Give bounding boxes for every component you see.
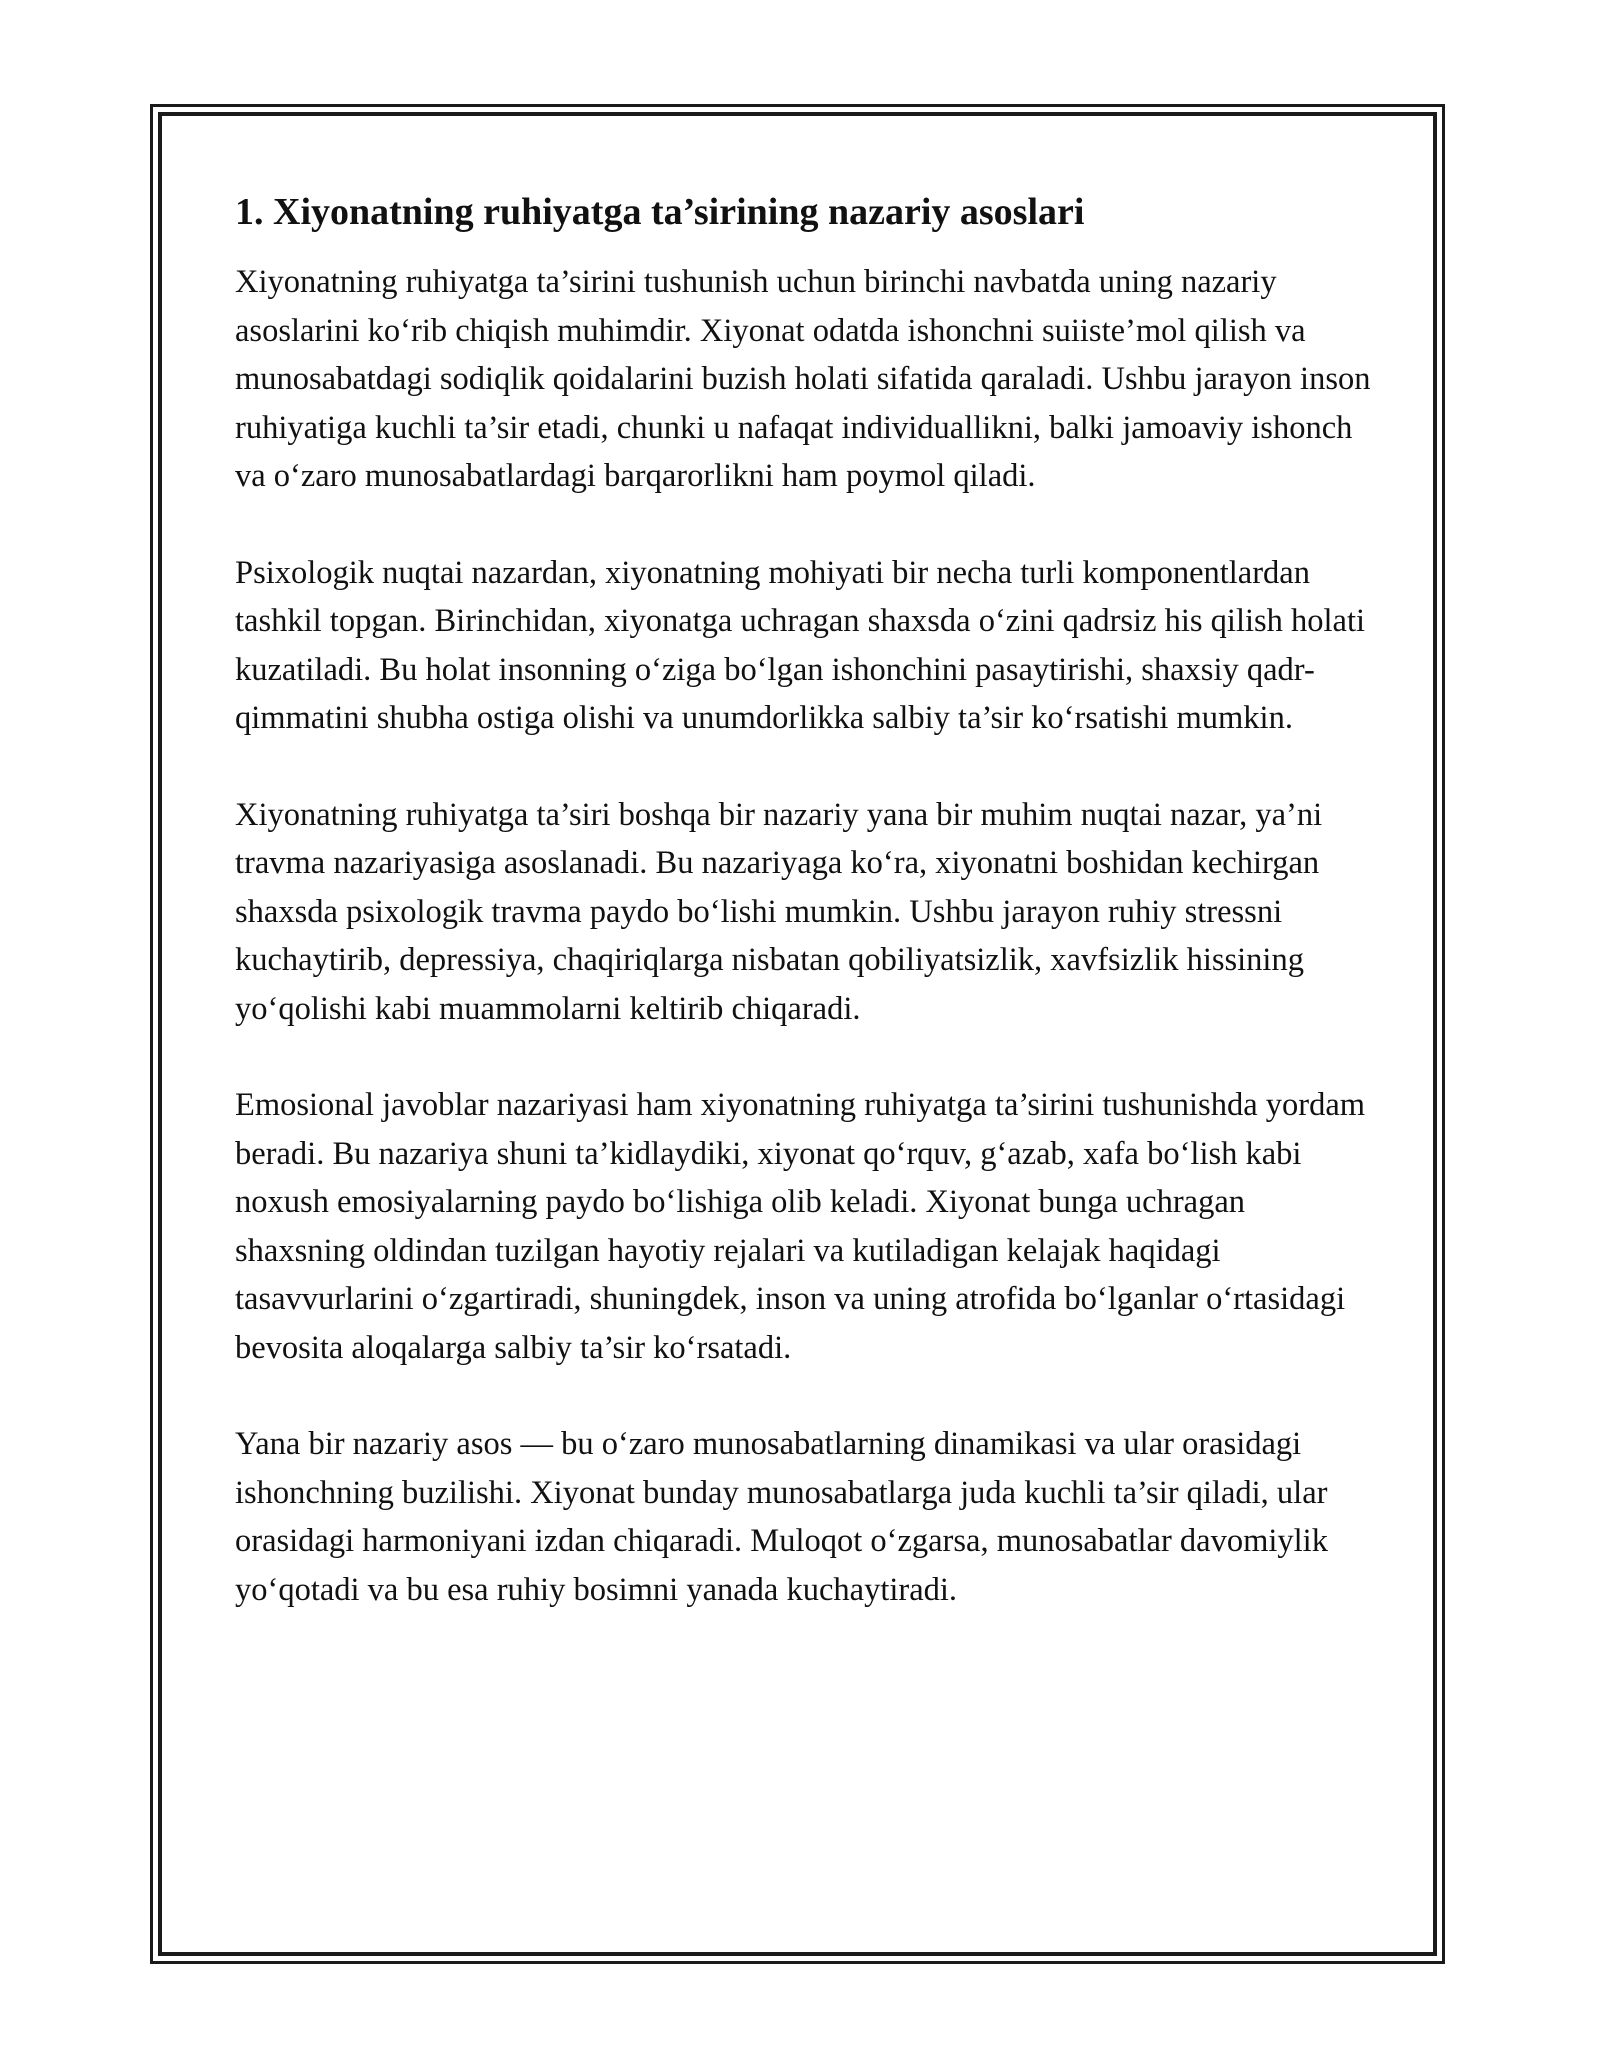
- paragraph-3: Xiyonatning ruhiyatga ta’siri boshqa bir nazariy yana bir muhim nuqtai nazar, ya’ni travma nazariyasiga asoslanadi. Bu nazariyaga koʻra, xiyonatni boshidan kechirgan shaxsda psixologik travma paydo boʻlishi mumkin. Ushbu jarayon ruhiy stressni kuchaytirib, depressiya, chaqiriqlarga nisbatan qobiliyatsizlik, xavfsizlik hissining yoʻqolishi kabi muammolarni keltirib chiqaradi.: [235, 796, 1323, 1027]
- section-heading: 1. Xiyonatning ruhiyatga ta’sirining nazariy asoslari: [235, 191, 1085, 233]
- paragraph-4: Emosional javoblar nazariyasi ham xiyonatning ruhiyatga ta’sirini tushunishda yordam beradi. Bu nazariya shuni ta’kidlaydiki, xiyonat qoʻrquv, gʻazab, xafa boʻlish kabi noxush emosiyalarning paydo boʻlishiga olib keladi. Xiyonat bunga uchragan shaxsning oldindan tuzilgan hayotiy rejalari va kutiladigan kelajak haqidagi tasavvurlarini oʻzgartiradi, shuningdek, inson va uning atrofida boʻlganlar oʻrtasidagi bevosita aloqalarga salbiy ta’sir koʻrsatadi.: [235, 1087, 1366, 1366]
- page-border-outer: [150, 104, 1445, 1964]
- paragraph-5: Yana bir nazariy asos — bu oʻzaro munosabatlarning dinamikasi va ular orasidagi ishonchning buzilishi. Xiyonat bunday munosabatlarga juda kuchli ta’sir qiladi, ular orasidagi harmoniyani izdan chiqaradi. Muloqot oʻzgarsa, munosabatlar davomiylik yoʻqotadi va bu esa ruhiy bosimni yanada kuchaytiradi.: [235, 1426, 1328, 1608]
- paragraph-1: Xiyonatning ruhiyatga ta’sirini tushunish uchun birinchi navbatda uning nazariy asoslarini koʻrib chiqish muhimdir. Xiyonat odatda ishonchni suiiste’mol qilish va munosabatdagi sodiqlik qoidalarini buzish holati sifatida qaraladi. Ushbu jarayon inson ruhiyatiga kuchli ta’sir etadi, chunki u nafaqat individuallikni, balki jamoaviy ishonch va oʻzaro munosabatlardagi barqarorlikni ham poymol qiladi.: [235, 264, 1371, 494]
- document-body: [235, 188, 1375, 1662]
- paragraph-2: Psixologik nuqtai nazardan, xiyonatning mohiyati bir necha turli komponentlardan tashkil topgan. Birinchidan, xiyonatga uchragan shaxsda oʻzini qadrsiz his qilish holati kuzatiladi. Bu holat insonning oʻziga boʻlgan ishonchini pasaytirishi, shaxsiy qadr-qimmatini shubha ostiga olishi va unumdorlikka salbiy ta’sir koʻrsatishi mumkin.: [235, 554, 1366, 736]
- page-border-inner: [158, 112, 1437, 1956]
